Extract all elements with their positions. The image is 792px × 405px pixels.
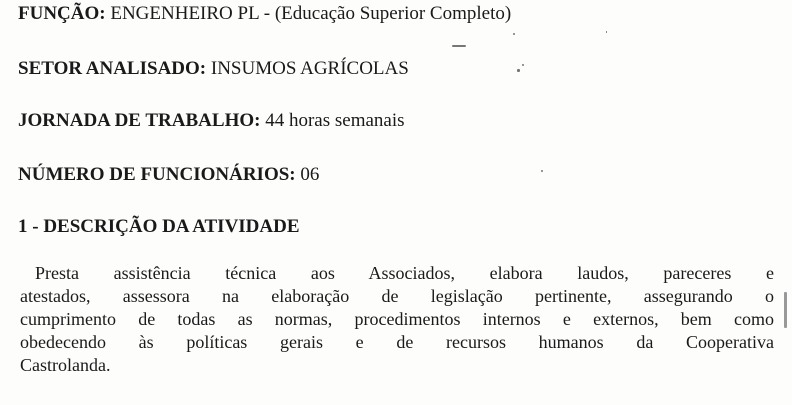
- field-setor: [18, 57, 409, 81]
- description-line: atestados, assessora na elaboração de legislação pertinente, assegurando o: [20, 286, 774, 306]
- activity-description: [20, 262, 774, 377]
- field-setor-value: INSUMOS AGRÍCOLAS: [210, 58, 409, 79]
- field-jornada-value: 44 horas semanais: [265, 110, 405, 131]
- description-line: cumprimento de todas as normas, procedimentos internos e externos, bem como: [20, 309, 774, 329]
- field-jornada-label: JORNADA DE TRABALHO:: [18, 110, 261, 131]
- scan-speck: [541, 170, 543, 172]
- field-setor-label: SETOR ANALISADO:: [18, 58, 207, 79]
- scan-speck: [522, 64, 524, 66]
- scan-speck: [784, 292, 787, 328]
- description-line: Castrolanda.: [20, 355, 111, 375]
- scan-speck: [606, 31, 607, 33]
- field-funcao-label: FUNÇÃO:: [18, 3, 106, 24]
- section-heading: 1 - DESCRIÇÃO DA ATIVIDADE: [18, 216, 300, 237]
- field-funcao: [18, 2, 511, 26]
- scan-speck: [517, 69, 520, 72]
- field-funcao-value: ENGENHEIRO PL - (Educação Superior Completo): [110, 3, 512, 24]
- scan-speck: [452, 45, 466, 47]
- field-funcionarios: [18, 163, 319, 187]
- field-jornada: [18, 109, 405, 133]
- scan-speck: [513, 33, 515, 35]
- description-line: Presta assistência técnica aos Associados, elabora laudos, pareceres e: [35, 263, 774, 283]
- field-funcionarios-value: 06: [300, 164, 320, 185]
- field-funcionarios-label: NÚMERO DE FUNCIONÁRIOS:: [18, 164, 296, 185]
- description-line: obedecendo às políticas gerais e de recursos humanos da Cooperativa: [20, 332, 774, 352]
